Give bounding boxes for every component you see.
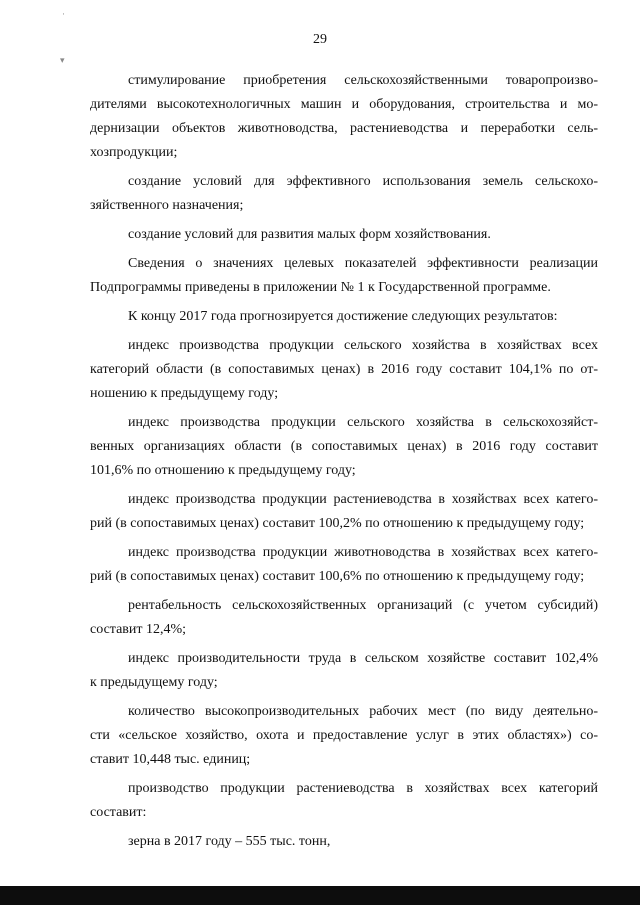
paragraph <box>90 488 598 536</box>
paragraph <box>90 700 598 772</box>
paragraph-line: рий (в сопоставимых ценах) составит 100,6% по отношению к предыдущему году; <box>90 569 585 584</box>
paragraph <box>90 777 598 825</box>
paragraph-line: дителями высокотехнологичных машин и оборудования, строительства и мо- <box>90 97 598 112</box>
paragraph <box>90 830 598 854</box>
paragraph-line: создание условий для эффективного использования земель сельскохо- <box>128 174 598 189</box>
paragraph-line: хозпродукции; <box>90 145 178 160</box>
paragraph-line: Сведения о значениях целевых показателей эффективности реализации <box>128 256 598 271</box>
paragraph-line: дернизации объектов животноводства, растениеводства и переработки сель- <box>90 121 598 136</box>
paragraph-line: к предыдущему году; <box>90 675 218 690</box>
paragraph-line: рентабельность сельскохозяйственных организаций (с учетом субсидий) <box>128 598 598 613</box>
paragraph <box>90 334 598 406</box>
paragraph <box>90 594 598 642</box>
paragraph-line: индекс производства продукции сельского хозяйства в хозяйствах всех <box>128 338 598 353</box>
scan-bottom-edge <box>0 886 640 905</box>
paragraph <box>90 305 598 329</box>
paragraph-line: категорий области (в сопоставимых ценах) в 2016 году составит 104,1% по от- <box>90 362 598 377</box>
paragraph-line: производство продукции растениеводства в хозяйствах всех категорий <box>128 781 598 796</box>
paragraph-line: сти «сельское хозяйство, охота и предоставление услуг в этих областях») со- <box>90 728 598 743</box>
paragraph <box>90 170 598 218</box>
scan-speck: ▾ <box>60 55 65 65</box>
paragraph <box>90 69 598 165</box>
paragraph-line: Подпрограммы приведены в приложении № 1 к Государственной программе. <box>90 280 551 295</box>
paragraph-line: ставит 10,448 тыс. единиц; <box>90 752 251 767</box>
paragraph-line: зяйственного назначения; <box>90 198 244 213</box>
paragraph-line: рий (в сопоставимых ценах) составит 100,2% по отношению к предыдущему году; <box>90 516 585 531</box>
paragraph-line: индекс производительности труда в сельском хозяйстве составит 102,4% <box>128 651 598 666</box>
paragraph-line: индекс производства продукции сельского хозяйства в сельскохозяйст- <box>128 415 598 430</box>
paragraph-line: индекс производства продукции животноводства в хозяйствах всех катего- <box>128 545 598 560</box>
page-number: 29 <box>313 32 327 47</box>
paragraph-line: зерна в 2017 году – 555 тыс. тонн, <box>128 834 331 849</box>
paragraph-line: количество высокопроизводительных рабочих мест (по виду деятельно- <box>128 704 598 719</box>
paragraph-line: К концу 2017 года прогнозируется достижение следующих результатов: <box>128 309 558 324</box>
document-body <box>90 69 598 854</box>
paragraph-line: индекс производства продукции растениеводства в хозяйствах всех катего- <box>128 492 598 507</box>
paragraph-line: венных организациях области (в сопоставимых ценах) в 2016 году составит <box>90 439 598 454</box>
paragraph-line: стимулирование приобретения сельскохозяйственными товаропроизво- <box>128 73 598 88</box>
paragraph <box>90 223 598 247</box>
paragraph-line: составит: <box>90 805 147 820</box>
paragraph <box>90 252 598 300</box>
scan-speck: · <box>62 9 65 19</box>
paragraph-line: ношению к предыдущему году; <box>90 386 279 401</box>
paragraph-line: составит 12,4%; <box>90 622 187 637</box>
paragraph <box>90 541 598 589</box>
paragraph-line: создание условий для развития малых форм хозяйствования. <box>128 227 491 242</box>
paragraph <box>90 411 598 483</box>
paragraph-line: 101,6% по отношению к предыдущему году; <box>90 463 356 478</box>
paragraph <box>90 647 598 695</box>
